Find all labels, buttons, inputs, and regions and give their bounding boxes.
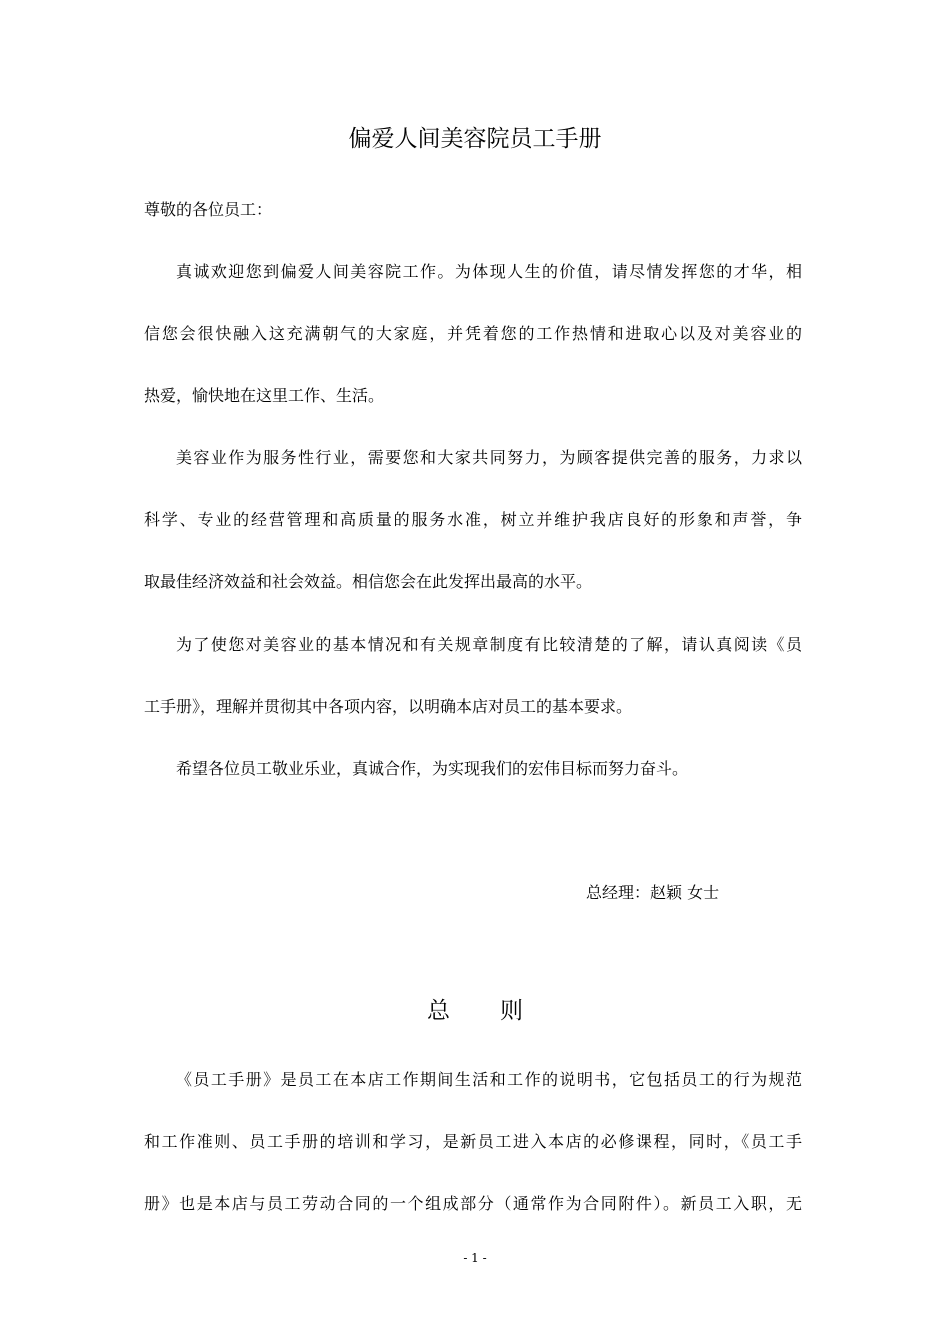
paragraph-1-line-1: 真诚欢迎您到偏爱人间美容院工作。为体现人生的价值，请尽情发挥您的才华，相: [176, 262, 802, 281]
paragraph-4-line-1: 希望各位员工敬业乐业，真诚合作，为实现我们的宏伟目标而努力奋斗。: [176, 759, 689, 778]
paragraph-3-line-2: 工手册》，理解并贯彻其中各项内容，以明确本店对员工的基本要求。: [144, 697, 633, 716]
paragraph-2-line-3: 取最佳经济效益和社会效益。相信您会在此发挥出最高的水平。: [144, 572, 593, 591]
section-title-part-2: 则: [500, 998, 523, 1024]
signature: 总经理：赵颖 女士: [586, 883, 720, 902]
section-title-part-1: 总: [427, 998, 450, 1024]
section-title: [0, 994, 950, 1028]
section-line-3: 册》也是本店与员工劳动合同的一个组成部分（通常作为合同附件）。新员工入职，无: [144, 1194, 802, 1213]
page-title: 偏爱人间美容院员工手册: [348, 126, 602, 152]
section-line-1: 《员工手册》是员工在本店工作期间生活和工作的说明书，它包括员工的行为规范: [176, 1070, 802, 1089]
section-line-2: 和工作准则、员工手册的培训和学习，是新员工进入本店的必修课程，同时，《员工手: [144, 1132, 802, 1151]
paragraph-2-line-1: 美容业作为服务性行业，需要您和大家共同努力，为顾客提供完善的服务，力求以: [176, 448, 802, 467]
salutation: 尊敬的各位员工：: [144, 200, 273, 219]
page-number: - 1 -: [463, 1251, 487, 1265]
paragraph-1-line-2: 信您会很快融入这充满朝气的大家庭，并凭着您的工作热情和进取心以及对美容业的: [144, 324, 802, 343]
paragraph-3-line-1: 为了使您对美容业的基本情况和有关规章制度有比较清楚的了解，请认真阅读《员: [176, 635, 802, 654]
paragraph-1-line-3: 热爱，愉快地在这里工作、生活。: [144, 386, 385, 405]
paragraph-2-line-2: 科学、专业的经营管理和高质量的服务水准，树立并维护我店良好的形象和声誉，争: [144, 510, 802, 529]
